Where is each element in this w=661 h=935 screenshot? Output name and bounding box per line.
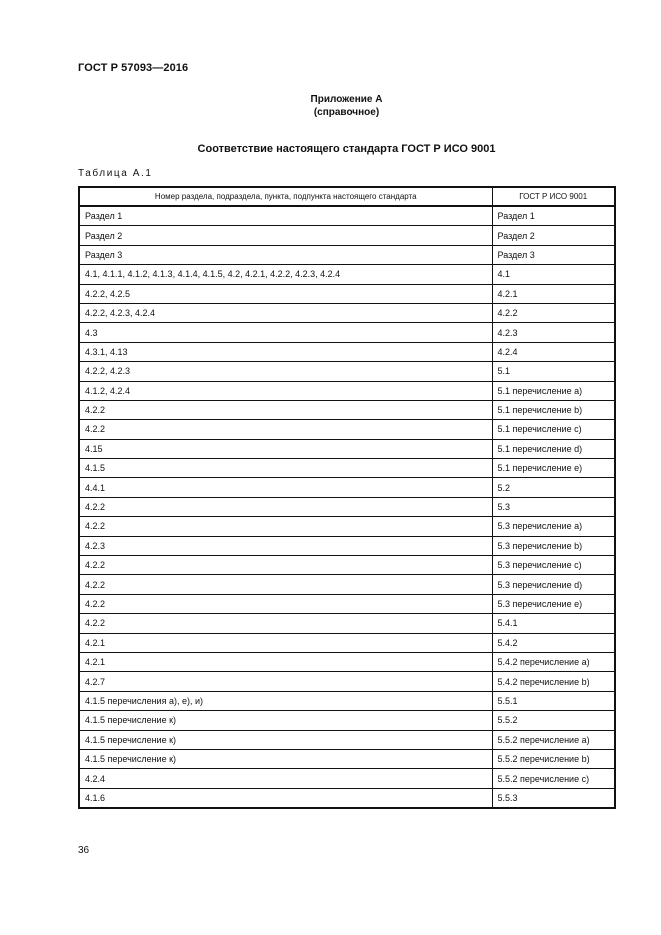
cell-iso-9001-clause: 5.3 перечисление с) <box>492 556 615 575</box>
cell-iso-9001-clause: 5.5.1 <box>492 691 615 710</box>
table-row <box>79 652 615 671</box>
cell-standard-section: 4.2.2 <box>79 517 492 536</box>
table-row <box>79 575 615 594</box>
column-header-standard-section: Номер раздела, подраздела, пункта, подпункта настоящего стандарта <box>79 187 492 206</box>
table-row <box>79 284 615 303</box>
cell-iso-9001-clause: 5.5.2 <box>492 711 615 730</box>
cell-standard-section: 4.15 <box>79 439 492 458</box>
cell-iso-9001-clause: 5.3 перечисление е) <box>492 594 615 613</box>
cell-standard-section: Раздел 2 <box>79 226 492 245</box>
table-header-row <box>79 187 615 206</box>
cell-standard-section: 4.1.2, 4.2.4 <box>79 381 492 400</box>
table-row <box>79 362 615 381</box>
cell-standard-section: 4.2.2 <box>79 400 492 419</box>
cell-standard-section: 4.1.6 <box>79 788 492 808</box>
cell-iso-9001-clause: 5.3 перечисление d) <box>492 575 615 594</box>
table-row <box>79 672 615 691</box>
cell-iso-9001-clause: 5.1 перечисление е) <box>492 459 615 478</box>
table-row <box>79 478 615 497</box>
table-row <box>79 730 615 749</box>
cell-iso-9001-clause: 5.4.2 перечисление b) <box>492 672 615 691</box>
table-row <box>79 749 615 768</box>
table-row <box>79 594 615 613</box>
cell-standard-section: 4.2.2, 4.2.3 <box>79 362 492 381</box>
table-row <box>79 439 615 458</box>
table-row <box>79 497 615 516</box>
cell-iso-9001-clause: 5.4.1 <box>492 614 615 633</box>
cell-iso-9001-clause: 4.2.4 <box>492 342 615 361</box>
cell-standard-section: 4.2.1 <box>79 633 492 652</box>
table-row <box>79 614 615 633</box>
table-row <box>79 536 615 555</box>
cell-standard-section: 4.2.1 <box>79 652 492 671</box>
table-row <box>79 381 615 400</box>
cell-standard-section: 4.2.2 <box>79 420 492 439</box>
cell-standard-section: 4.2.2 <box>79 497 492 516</box>
cell-iso-9001-clause: 5.3 перечисление а) <box>492 517 615 536</box>
cell-standard-section: 4.2.2 <box>79 594 492 613</box>
table-row <box>79 245 615 264</box>
cell-iso-9001-clause: Раздел 3 <box>492 245 615 264</box>
cell-iso-9001-clause: 5.4.2 <box>492 633 615 652</box>
table-row <box>79 420 615 439</box>
cell-iso-9001-clause: 5.3 <box>492 497 615 516</box>
cell-standard-section: 4.1.5 перечисления а), е), и) <box>79 691 492 710</box>
table-row <box>79 303 615 322</box>
table-row <box>79 226 615 245</box>
correspondence-table <box>78 186 616 809</box>
table-row <box>79 691 615 710</box>
cell-iso-9001-clause: Раздел 2 <box>492 226 615 245</box>
cell-standard-section: Раздел 1 <box>79 206 492 226</box>
cell-standard-section: 4.1, 4.1.1, 4.1.2, 4.1.3, 4.1.4, 4.1.5, 4.2, 4.2.1, 4.2.2, 4.2.3, 4.2.4 <box>79 265 492 284</box>
cell-standard-section: 4.4.1 <box>79 478 492 497</box>
table-row <box>79 517 615 536</box>
cell-iso-9001-clause: 5.5.2 перечисление с) <box>492 769 615 788</box>
cell-standard-section: Раздел 3 <box>79 245 492 264</box>
column-header-iso-9001: ГОСТ Р ИСО 9001 <box>492 187 615 206</box>
table-row <box>79 633 615 652</box>
table-body <box>79 206 615 808</box>
document-code-header: ГОСТ Р 57093—2016 <box>78 62 189 74</box>
appendix-title: Приложение А <box>310 94 383 105</box>
cell-standard-section: 4.3 <box>79 323 492 342</box>
table-row <box>79 265 615 284</box>
table-row <box>79 400 615 419</box>
cell-standard-section: 4.2.4 <box>79 769 492 788</box>
cell-standard-section: 4.2.2 <box>79 614 492 633</box>
cell-iso-9001-clause: Раздел 1 <box>492 206 615 226</box>
table-caption: Таблица А.1 <box>78 168 153 179</box>
cell-iso-9001-clause: 4.2.1 <box>492 284 615 303</box>
cell-standard-section: 4.2.7 <box>79 672 492 691</box>
cell-standard-section: 4.2.2 <box>79 556 492 575</box>
appendix-kind: (справочное) <box>313 107 380 118</box>
cell-iso-9001-clause: 4.1 <box>492 265 615 284</box>
cell-standard-section: 4.1.5 перечисление к) <box>79 730 492 749</box>
cell-standard-section: 4.1.5 перечисление к) <box>79 711 492 730</box>
table-row <box>79 323 615 342</box>
cell-iso-9001-clause: 5.5.3 <box>492 788 615 808</box>
table-row <box>79 769 615 788</box>
cell-iso-9001-clause: 5.1 перечисление с) <box>492 420 615 439</box>
cell-iso-9001-clause: 5.3 перечисление b) <box>492 536 615 555</box>
cell-iso-9001-clause: 5.2 <box>492 478 615 497</box>
cell-standard-section: 4.3.1, 4.13 <box>79 342 492 361</box>
appendix-heading <box>0 93 661 119</box>
cell-standard-section: 4.1.5 <box>79 459 492 478</box>
cell-standard-section: 4.2.3 <box>79 536 492 555</box>
cell-standard-section: 4.2.2, 4.2.5 <box>79 284 492 303</box>
table-row <box>79 459 615 478</box>
cell-iso-9001-clause: 5.1 перечисление d) <box>492 439 615 458</box>
page-number: 36 <box>78 845 90 856</box>
cell-standard-section: 4.1.5 перечисление к) <box>79 749 492 768</box>
table-row <box>79 342 615 361</box>
table-row <box>79 711 615 730</box>
cell-iso-9001-clause: 5.1 перечисление а) <box>492 381 615 400</box>
table-row <box>79 788 615 808</box>
table-row <box>79 556 615 575</box>
cell-standard-section: 4.2.2 <box>79 575 492 594</box>
cell-iso-9001-clause: 5.5.2 перечисление а) <box>492 730 615 749</box>
cell-iso-9001-clause: 5.1 <box>492 362 615 381</box>
table-row <box>79 206 615 226</box>
cell-iso-9001-clause: 5.5.2 перечисление b) <box>492 749 615 768</box>
cell-iso-9001-clause: 4.2.2 <box>492 303 615 322</box>
cell-iso-9001-clause: 4.2.3 <box>492 323 615 342</box>
section-title: Соответствие настоящего стандарта ГОСТ Р ИСО 9001 <box>197 143 496 155</box>
cell-standard-section: 4.2.2, 4.2.3, 4.2.4 <box>79 303 492 322</box>
cell-iso-9001-clause: 5.4.2 перечисление а) <box>492 652 615 671</box>
cell-iso-9001-clause: 5.1 перечисление b) <box>492 400 615 419</box>
